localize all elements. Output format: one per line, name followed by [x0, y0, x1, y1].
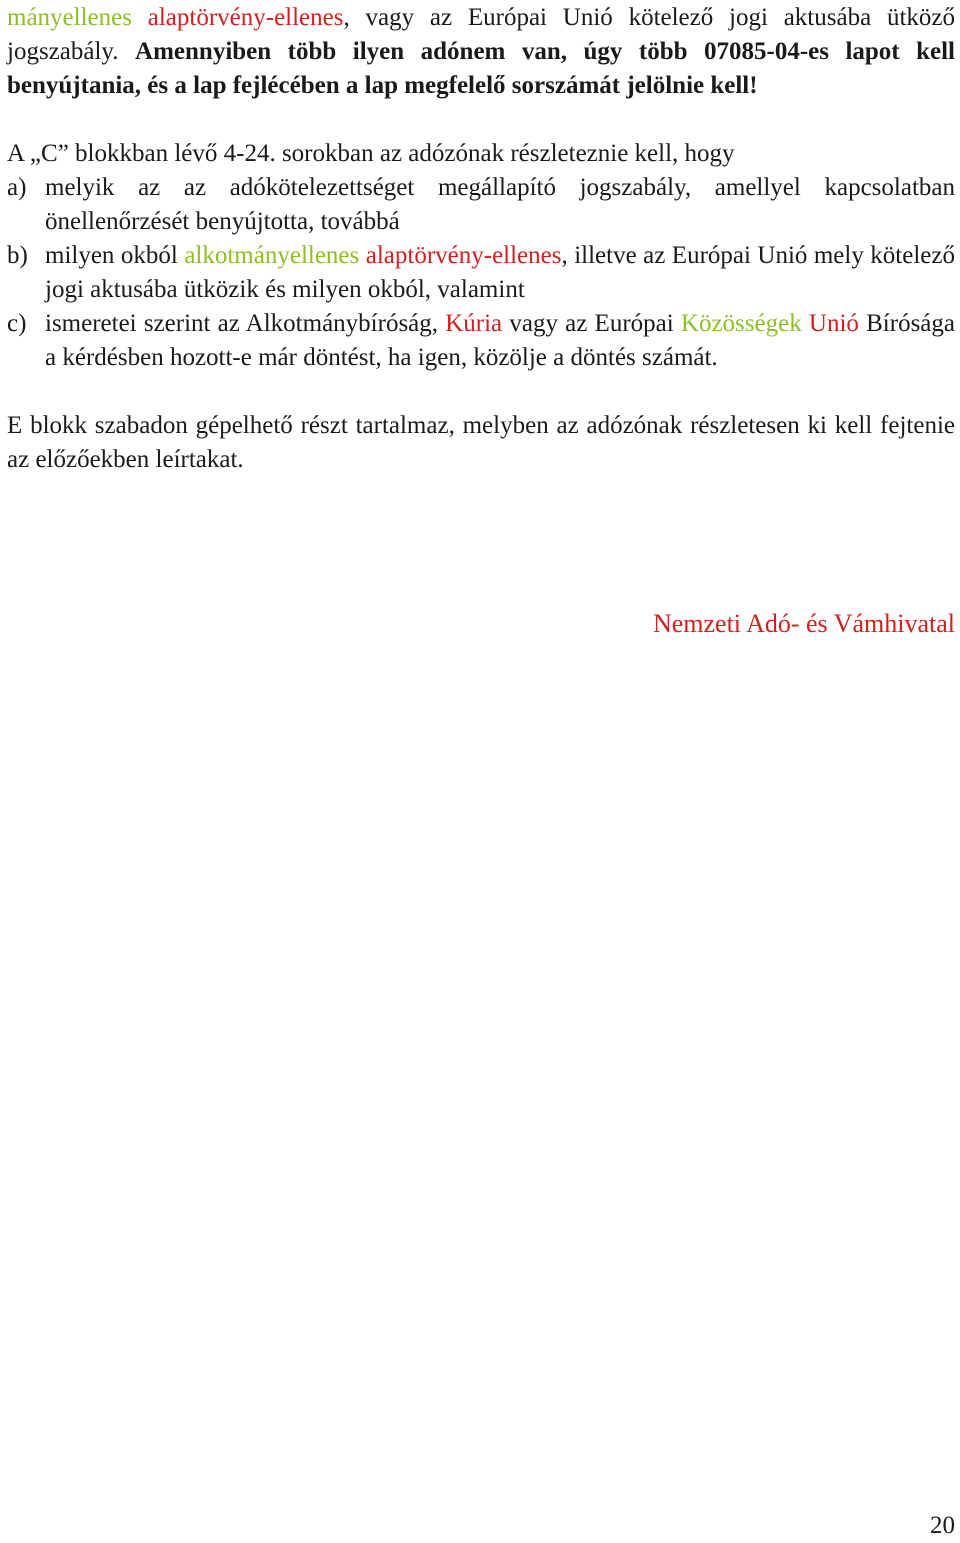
list-item-text: , illetve az Európai Unió mely kötelező jogi aktusába ütközik és milyen okból, valamint	[45, 242, 955, 303]
list-marker: a)	[7, 174, 27, 201]
list-item-text: melyik az az adókötelezettséget megállapító jogszabály, amellyel kapcsolatban önellenőrzését benyújtotta, továbbá	[45, 174, 955, 235]
list-item-text: milyen okból	[45, 242, 185, 269]
list-item-text: ismeretei szerint az Alkotmánybíróság,	[45, 310, 446, 337]
inserted-term: alaptörvény-ellenes	[147, 4, 344, 31]
struck-term: mányellenes	[7, 4, 132, 31]
space	[802, 310, 809, 337]
document-page	[7, 1, 955, 477]
inserted-term: alaptörvény-ellenes	[365, 242, 562, 269]
inserted-term: Unió	[808, 310, 859, 337]
list-item-a	[7, 171, 955, 239]
list-item-b	[7, 239, 955, 307]
list-marker: b)	[7, 242, 28, 269]
space	[132, 4, 148, 31]
bold-instruction: Amennyiben több ilyen adónem van, úgy több 07085-04-es lapot kell benyújtania, és a lap fejlécében a lap megfelelő sorszámát jelölnie kell!	[7, 38, 955, 99]
struck-term: alkotmányellenes	[184, 242, 360, 269]
signature-nav: Nemzeti Adó- és Vámhivatal	[652, 609, 955, 638]
paragraph-c-block-intro: A „C” blokkban lévő 4-24. sorokban az adózónak részleteznie kell, hogy	[7, 140, 735, 167]
list-item-text: vagy az Európai	[502, 310, 681, 337]
page-number: 20	[930, 1512, 955, 1539]
paragraph-e-block: E blokk szabadon gépelhető részt tartalmaz, melyben az adózónak részletesen ki kell fejtenie az előzőekben leírtakat.	[7, 412, 955, 473]
struck-term: Közösségek	[680, 310, 802, 337]
inserted-term: Kúria	[445, 310, 503, 337]
paragraph-text: , vagy az Európai Unió kötelező jogi aktusába ütköző jogszabály.	[7, 4, 955, 65]
list-item-text: Bírósága a kérdésben hozott-e már döntést, ha igen, közölje a döntés számát.	[45, 310, 955, 371]
list-marker: c)	[7, 310, 27, 337]
list-item-c	[7, 307, 955, 375]
paragraph-adonem-notice	[7, 1, 955, 103]
